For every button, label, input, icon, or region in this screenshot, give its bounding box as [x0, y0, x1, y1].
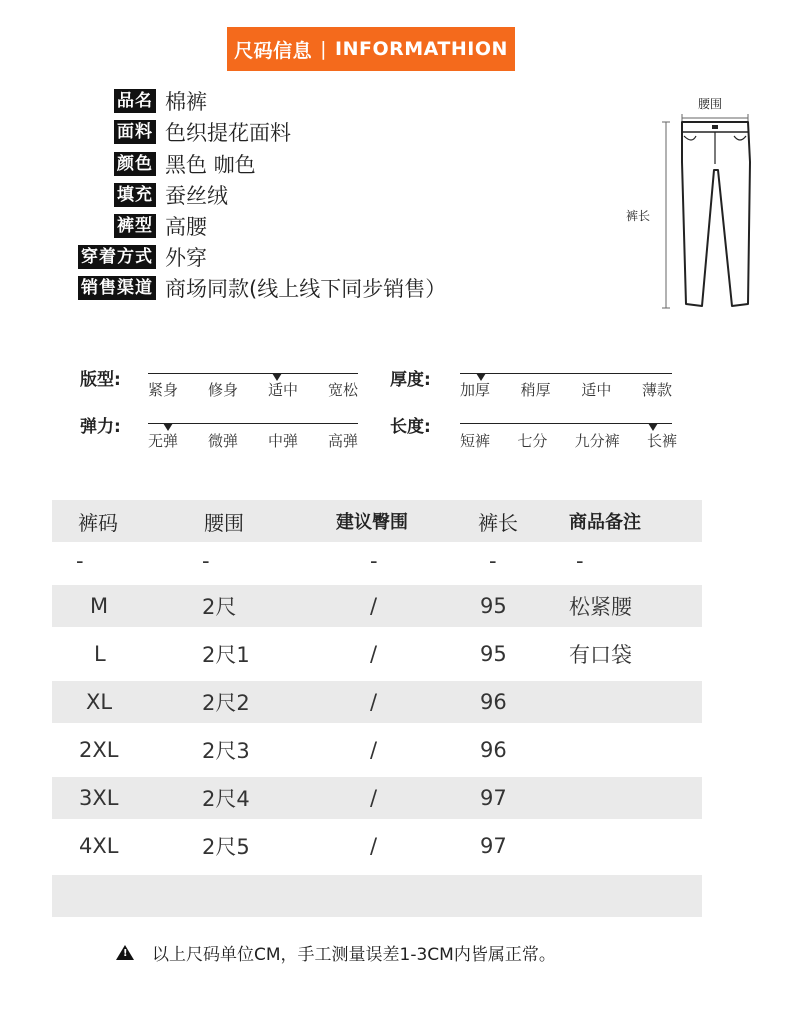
spec-label: 面料 [114, 120, 156, 144]
spec-label: 品名 [114, 89, 156, 113]
spec-row-wear-style [72, 243, 207, 271]
header-hip: 建议臀围 [336, 512, 408, 533]
spec-value: 棉裤 [165, 90, 207, 114]
cell-hip: - [370, 549, 378, 573]
header-length: 裤长 [478, 510, 518, 535]
cell-waist: 2尺2 [202, 691, 250, 715]
pants-icon [622, 92, 767, 314]
measurement-note [116, 940, 556, 965]
cell-remarks: - [576, 549, 584, 573]
fit-scale-line [148, 373, 358, 374]
header-waist: 腰围 [204, 510, 244, 535]
scale-option: 长裤 [646, 432, 677, 450]
table-row [52, 777, 702, 819]
table-row [52, 540, 702, 582]
thickness-scale-options [460, 379, 672, 400]
cell-length: 95 [480, 594, 507, 618]
scale-option: 高弹 [327, 432, 358, 450]
cell-waist: 2尺5 [202, 835, 250, 859]
cell-remarks: 松紧腰 [569, 595, 632, 619]
spec-value: 外穿 [165, 246, 207, 270]
scale-option: 无弹 [148, 432, 179, 450]
spec-row-filling [72, 181, 228, 209]
spec-row-sales-channel [72, 274, 446, 302]
cell-length: 97 [480, 786, 507, 810]
scale-option: 九分裤 [574, 432, 620, 450]
scale-option: 适中 [267, 381, 298, 399]
cell-size: XL [86, 690, 113, 714]
cell-size: L [94, 642, 106, 666]
spec-row-color [72, 150, 256, 178]
length-label: 裤长 [626, 209, 651, 223]
cell-size: M [90, 594, 109, 618]
cell-hip: / [370, 834, 378, 858]
fit-scale-options [148, 379, 358, 400]
table-row [52, 681, 702, 723]
cell-waist: 2尺3 [202, 739, 250, 763]
elasticity-scale-line [148, 423, 358, 424]
table-empty-row [52, 875, 702, 917]
cell-length: 95 [480, 642, 507, 666]
length-scale-title: 长度: [390, 417, 431, 437]
banner-separator: | [320, 38, 328, 60]
cell-hip: / [370, 738, 378, 762]
table-row [52, 585, 702, 627]
header-remarks: 商品备注 [569, 512, 641, 533]
spec-value: 蚕丝绒 [165, 184, 228, 208]
cell-waist: - [202, 549, 210, 573]
spec-row-pants-type [72, 212, 207, 240]
cell-waist: 2尺1 [202, 643, 250, 667]
scale-option: 修身 [207, 381, 238, 399]
scale-option: 中弹 [267, 432, 298, 450]
banner-title: 尺码信息 [234, 39, 313, 62]
cell-waist: 2尺 [202, 595, 237, 619]
length-scale-line [460, 423, 672, 424]
scale-option: 紧身 [148, 381, 179, 399]
scale-option: 宽松 [327, 381, 358, 399]
spec-value: 色织提花面料 [165, 121, 291, 145]
cell-size: - [76, 549, 84, 573]
cell-length: 97 [480, 834, 507, 858]
length-scale-options [460, 430, 677, 451]
elasticity-scale-title: 弹力: [80, 417, 121, 437]
spec-row-name [72, 87, 207, 115]
pants-diagram [622, 92, 767, 314]
banner-subtitle: INFORMATHION [335, 38, 508, 60]
scale-option: 薄款 [641, 381, 672, 399]
cell-hip: / [370, 594, 378, 618]
spec-label: 销售渠道 [78, 276, 156, 300]
scale-option: 微弹 [207, 432, 238, 450]
table-row [52, 729, 702, 771]
waist-label: 腰围 [698, 97, 723, 111]
cell-hip: / [370, 690, 378, 714]
cell-waist: 2尺4 [202, 787, 250, 811]
scale-option: 短裤 [460, 432, 491, 450]
cell-length: 96 [480, 738, 507, 762]
header-size: 裤码 [78, 510, 118, 535]
fit-scale-title: 版型: [80, 370, 121, 390]
cell-length: - [489, 549, 497, 573]
note-text: 以上尺码单位CM，手工测量误差1-3CM内皆属正常。 [152, 945, 556, 965]
scale-option: 七分 [517, 432, 548, 450]
scale-option: 加厚 [460, 381, 491, 399]
cell-size: 4XL [79, 834, 119, 858]
cell-remarks: 有口袋 [569, 643, 632, 667]
thickness-scale-line [460, 373, 672, 374]
section-banner [227, 27, 515, 71]
table-row [52, 633, 702, 675]
spec-value: 黑色 咖色 [165, 153, 256, 177]
spec-label: 裤型 [114, 214, 156, 238]
spec-label: 穿着方式 [78, 245, 156, 269]
elasticity-scale-options [148, 430, 358, 451]
spec-row-fabric [72, 118, 291, 146]
table-row [52, 825, 702, 867]
spec-label: 颜色 [114, 152, 156, 176]
table-header [52, 500, 702, 542]
cell-length: 96 [480, 690, 507, 714]
scale-option: 适中 [581, 381, 612, 399]
spec-value: 商场同款(线上线下同步销售） [165, 277, 447, 301]
cell-size: 2XL [79, 738, 119, 762]
cell-hip: / [370, 786, 378, 810]
scale-option: 稍厚 [520, 381, 551, 399]
cell-hip: / [370, 642, 378, 666]
warning-icon [116, 945, 134, 960]
thickness-scale-title: 厚度: [390, 370, 431, 390]
cell-size: 3XL [79, 786, 119, 810]
spec-label: 填充 [114, 183, 156, 207]
spec-value: 高腰 [165, 215, 207, 239]
